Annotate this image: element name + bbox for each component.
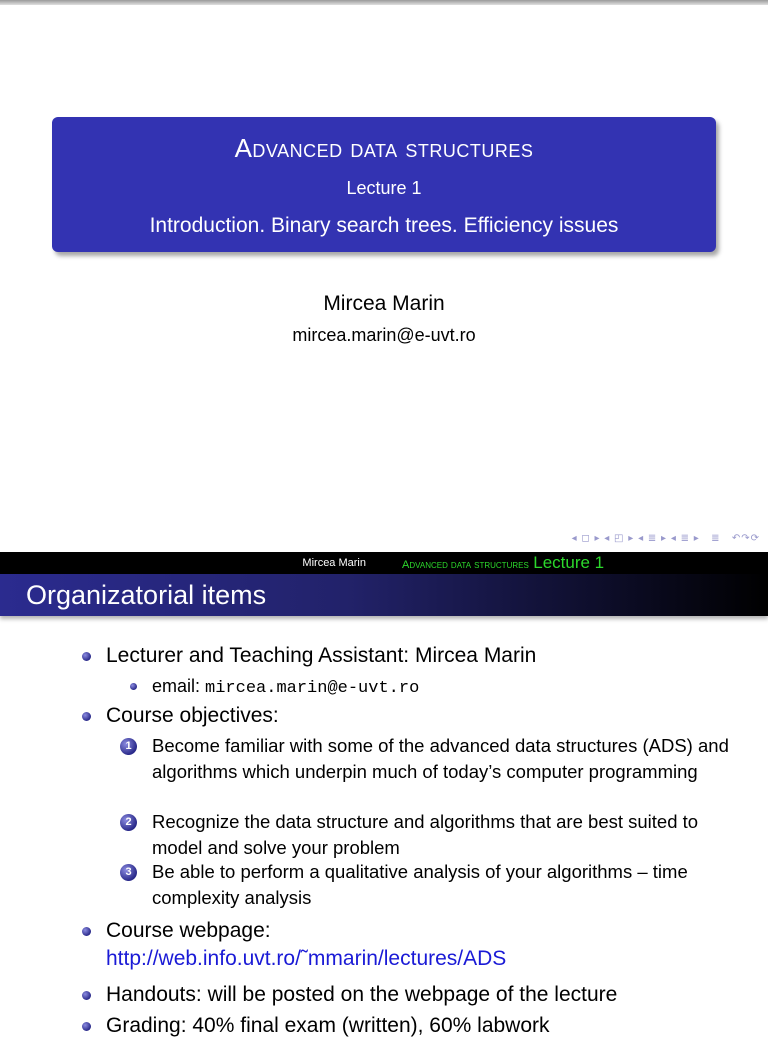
bullet-icon — [82, 652, 91, 661]
footer-title-area — [384, 552, 768, 574]
bullet-icon — [82, 991, 91, 1000]
email-line — [152, 676, 419, 698]
webpage-link[interactable]: http://web.info.uvt.ro/˜mmarin/lectures/ADS — [106, 947, 507, 970]
email-label: email: — [152, 676, 201, 696]
objective-item: Be able to perform a qualitative analysis of your algorithms – time complexity analysis — [152, 861, 688, 908]
number-icon: 2 — [120, 814, 137, 831]
slide-subtitle: Lecture 1 — [346, 178, 422, 198]
objective-item: Become familiar with some of the advanced data structures (ADS) and algorithms which underpin much of today’s computer programming — [152, 735, 729, 782]
slide-subtitle-2: Introduction. Binary search trees. Efficiency issues — [149, 214, 619, 237]
objective-item: Recognize the data structure and algorithms that are best suited to model and solve your problem — [152, 811, 699, 858]
handouts-text: Handouts: will be posted on the webpage of the lecture — [106, 983, 618, 1006]
author-name: Mircea Marin — [323, 292, 445, 315]
footer-title: Advanced data structures — [402, 559, 529, 571]
top-border — [0, 0, 768, 5]
webpage-label: Course webpage: — [106, 919, 271, 942]
slide2-content — [0, 616, 768, 1037]
email-value: mircea.marin@e-uvt.ro — [205, 679, 420, 698]
bullet-icon — [130, 683, 137, 690]
title-block — [52, 117, 716, 252]
grading-text: Grading: 40% final exam (written), 60% labwork — [106, 1014, 550, 1037]
footer-lecture: Lecture 1 — [533, 553, 605, 572]
beamer-navigation-icons[interactable]: ◂ ◻ ▸ ◂ ◰ ▸ ◂ ≣ ▸ ◂ ≣ ▸ ≣ ↶↷⟳ — [571, 533, 760, 544]
number-icon: 3 — [120, 864, 137, 881]
frame-title: Organizatorial items — [0, 574, 768, 616]
bullet-icon — [82, 712, 91, 721]
slide-title: Advanced data structures — [234, 133, 534, 163]
lecturer-text: Lecturer and Teaching Assistant: Mircea Marin — [106, 644, 537, 667]
bullet-icon — [82, 927, 91, 936]
footer-author: Mircea Marin — [0, 552, 384, 574]
number-icon: 1 — [120, 738, 137, 755]
objectives-label: Course objectives: — [106, 704, 279, 727]
bullet-icon — [82, 1022, 91, 1031]
author-email: mircea.marin@e-uvt.ro — [292, 325, 476, 345]
footer-bar — [0, 552, 768, 574]
